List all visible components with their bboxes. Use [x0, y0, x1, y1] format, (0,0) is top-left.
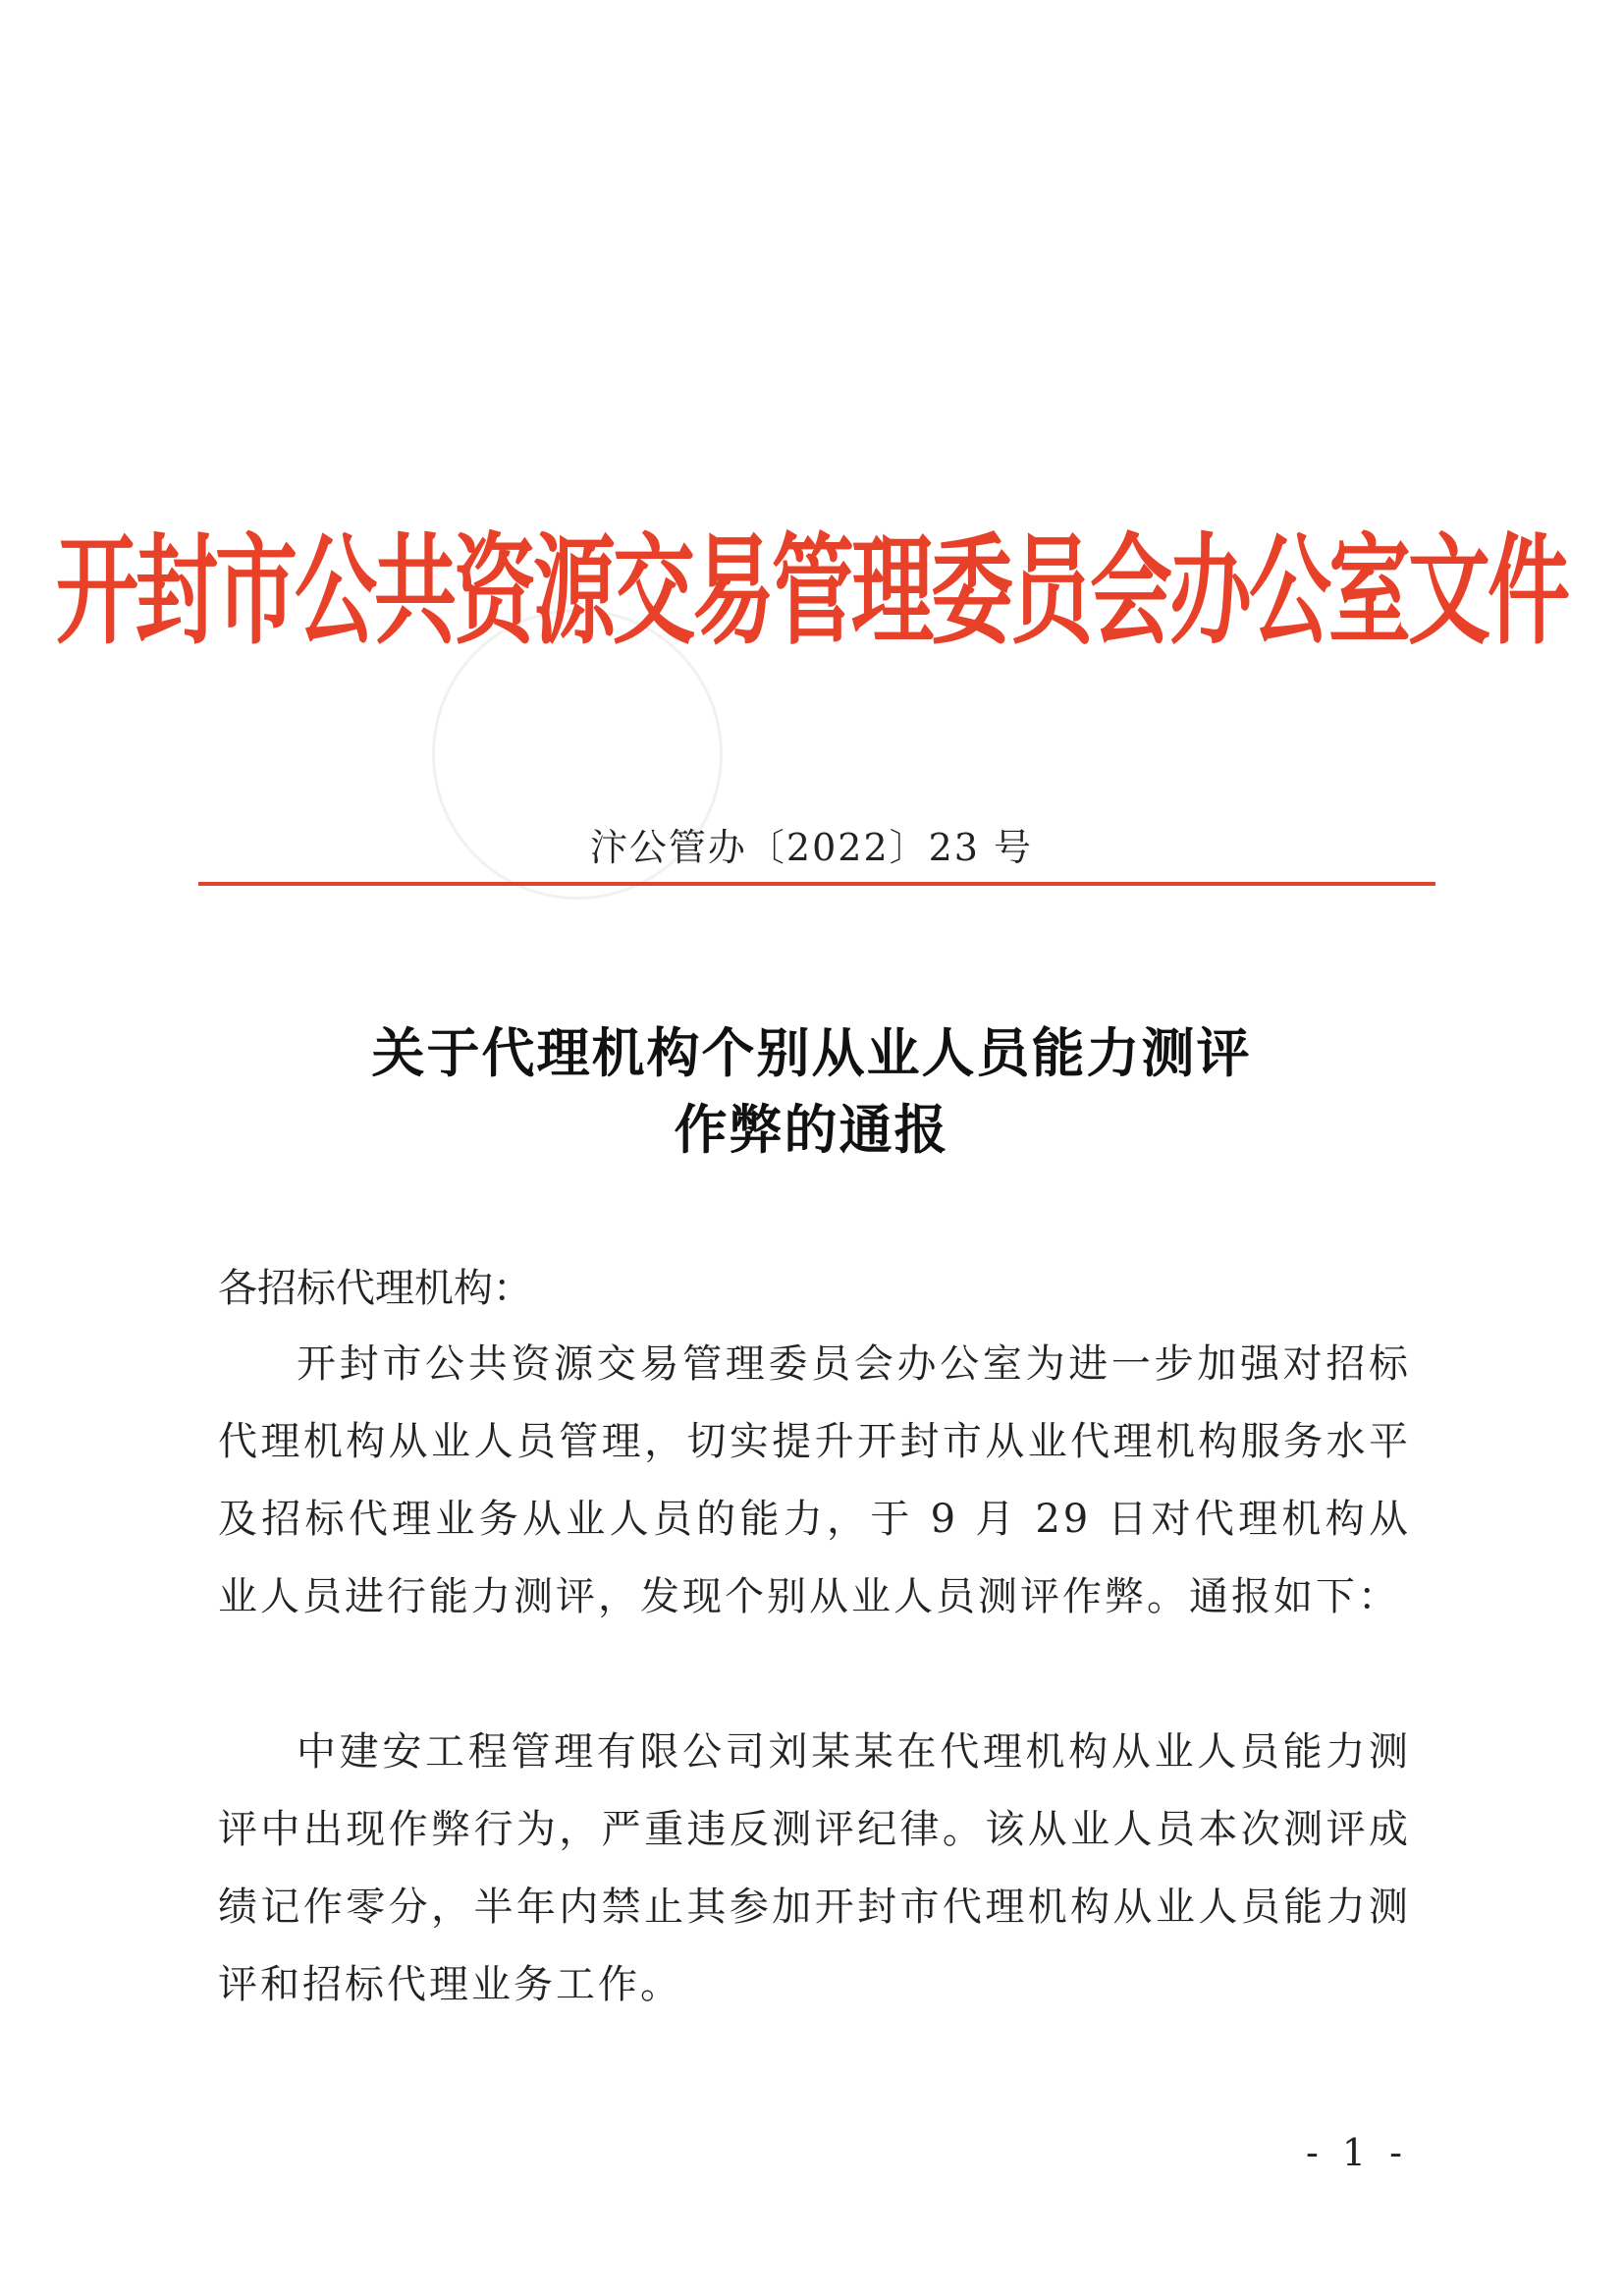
- document-title-line-1: 关于代理机构个别从业人员能力测评: [371, 1022, 1252, 1084]
- body-paragraph-1: 开封市公共资源交易管理委员会办公室为进一步加强对招标代理机构从业人员管理，切实提升开封市从业代理机构服务水平及招标代理业务从业人员的能力，于 9 月 29 日对代理机构从业人员进行能力测评，发现个别从业人员测评作弊。通报如下：: [218, 1341, 1411, 1619]
- document-number: 汴公管办〔2022〕23 号: [589, 826, 1034, 869]
- document-masthead: 开封市公共资源交易管理委员会办公室文件: [55, 519, 1567, 662]
- salutation: 各招标代理机构：: [218, 1266, 532, 1311]
- document-title-line-2: 作弊的通报: [674, 1099, 949, 1161]
- page-number: - 1 -: [1306, 2131, 1409, 2174]
- red-divider-line: [198, 882, 1435, 886]
- body-paragraph-2: 中建安工程管理有限公司刘某某在代理机构从业人员能力测评中出现作弊行为，严重违反测评纪律。该从业人员本次测评成绩记作零分，半年内禁止其参加开封市代理机构从业人员能力测评和招标代理业务工作。: [218, 1729, 1411, 2007]
